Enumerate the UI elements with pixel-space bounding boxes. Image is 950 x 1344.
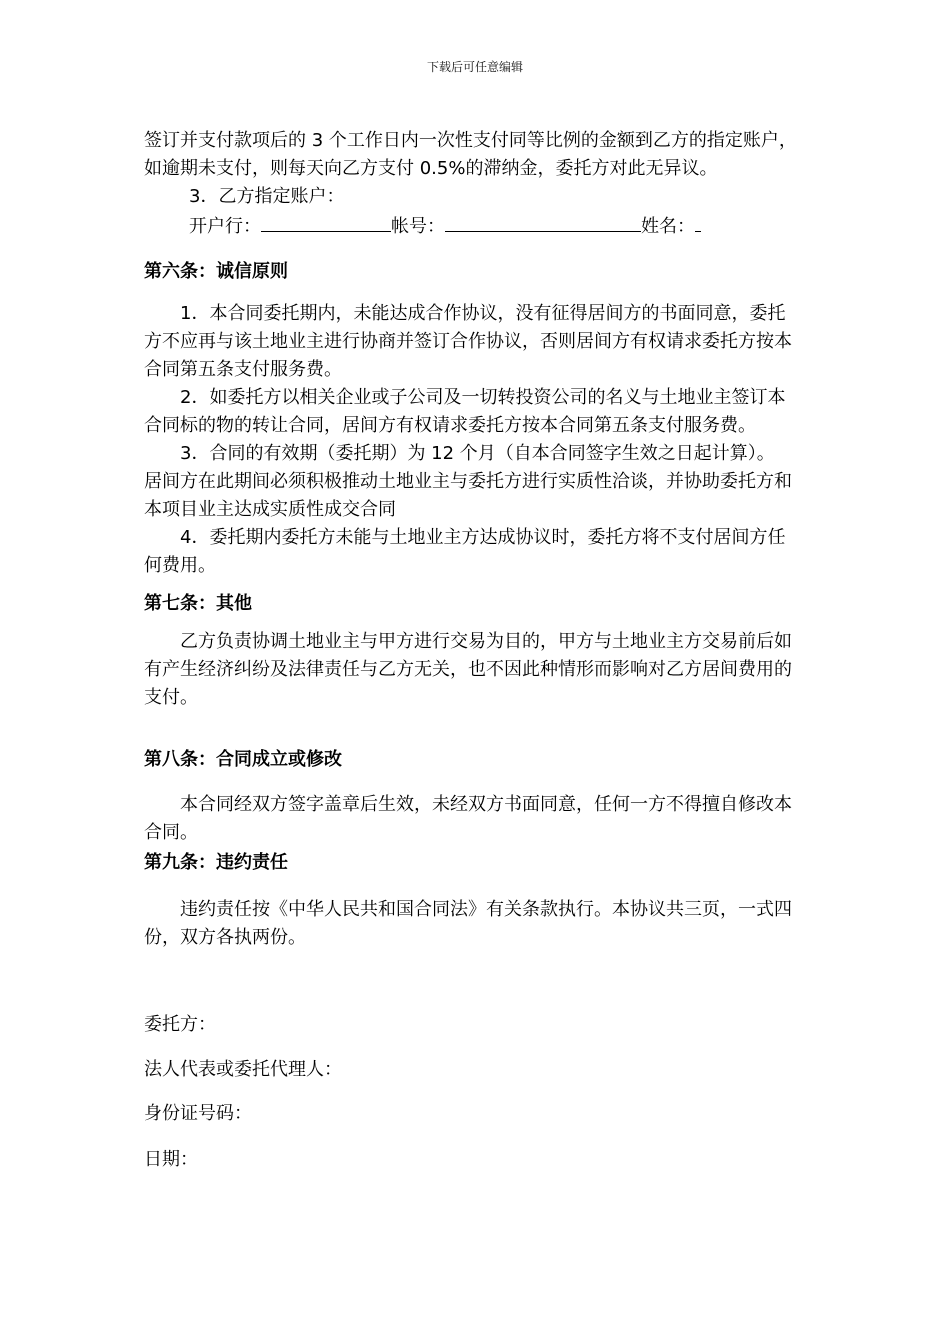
article-6-title: 第六条：诚信原则 [144, 261, 288, 282]
bank-blank[interactable] [261, 211, 391, 232]
signature-representative: 法人代表或委托代理人： [144, 1059, 342, 1080]
article-6-para-1: 1．本合同委托期内，未能达成合作协议，没有征得居间方的书面同意，委托方不应再与该土地业主进行协商并签订合作协议，否则居间方有权请求委托方按本合同第五条支付服务费。 [144, 303, 792, 380]
account-fields-line [144, 211, 800, 241]
article-8 [144, 746, 800, 774]
page-header: 下载后可任意编辑 [426, 60, 523, 74]
article-6-para-3-cont: 居间方在此期间必须积极推动土地业主与委托方进行实质性洽谈，并协助委托方和本项目业主达成实质性成交合同 [144, 471, 792, 520]
name-blank[interactable] [695, 211, 701, 232]
account-label: 帐号： [391, 216, 445, 237]
article-9-body [144, 896, 800, 952]
article-9-para-1: 违约责任按《中华人民共和国合同法》有关条款执行。本协议共三页，一式四份，双方各执两份。 [144, 899, 792, 948]
article-8-title: 第八条：合同成立或修改 [144, 749, 342, 770]
article-6-body [144, 300, 800, 580]
article-8-body [144, 791, 800, 847]
account-blank[interactable] [445, 211, 641, 232]
name-label: 姓名： [641, 216, 695, 237]
signature-date: 日期： [144, 1149, 198, 1170]
article-6 [144, 258, 800, 286]
bank-label: 开户行： [189, 216, 261, 237]
designated-account-item: 3．乙方指定账户： [189, 186, 345, 207]
signature-client: 委托方： [144, 1014, 216, 1035]
article-9-title: 第九条：违约责任 [144, 852, 288, 873]
article-6-para-3: 3．合同的有效期（委托期）为 12 个月（自本合同签字生效之日起计算）。 [180, 443, 775, 464]
article-6-para-2: 2．如委托方以相关企业或子公司及一切转投资公司的名义与土地业主签订本合同标的物的转让合同，居间方有权请求委托方按本合同第五条支付服务费。 [144, 387, 786, 436]
payment-terms-paragraph: 签订并支付款项后的 3 个工作日内一次性支付同等比例的金额到乙方的指定账户，如逾期未支付，则每天向乙方支付 0.5%的滞纳金，委托方对此无异议。 [144, 130, 797, 179]
article-8-para-1: 本合同经双方签字盖章后生效，未经双方书面同意，任何一方不得擅自修改本合同。 [144, 794, 792, 843]
article-7 [144, 590, 800, 618]
article-7-para-1: 乙方负责协调土地业主与甲方进行交易为目的，甲方与土地业主方交易前后如有产生经济纠纷及法律责任与乙方无关，也不因此种情形而影响对乙方居间费用的支付。 [144, 631, 792, 708]
article-7-title: 第七条：其他 [144, 593, 252, 614]
intro-section [144, 127, 800, 241]
article-7-body [144, 628, 800, 712]
article-9 [144, 849, 800, 877]
signature-id-number: 身份证号码： [144, 1103, 252, 1124]
article-6-para-4: 4．委托期内委托方未能与土地业主方达成协议时，委托方将不支付居间方任何费用。 [144, 527, 786, 576]
